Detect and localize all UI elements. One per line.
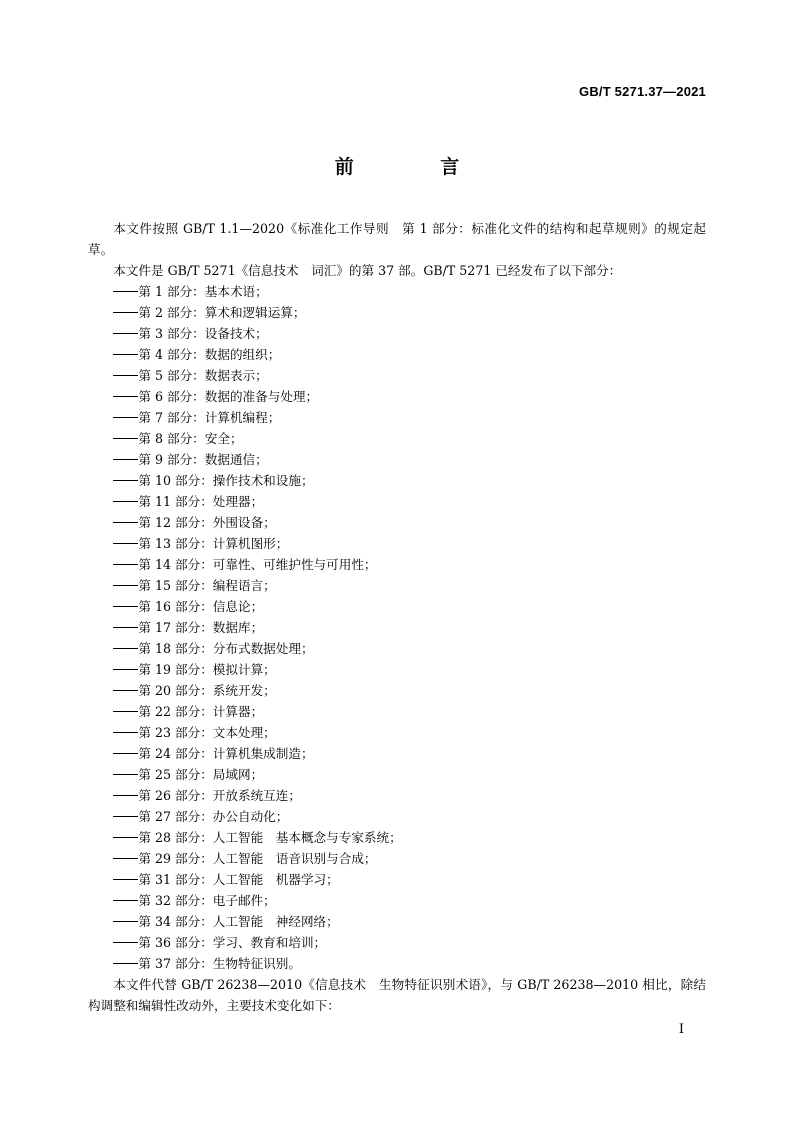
dash-marker	[113, 396, 138, 398]
dash-marker	[113, 291, 138, 293]
dash-marker	[113, 501, 138, 503]
dash-marker	[113, 606, 138, 608]
dash-marker	[113, 900, 138, 902]
list-item: 第 31 部分：人工智能 机器学习；	[88, 869, 706, 890]
dash-marker	[113, 858, 138, 860]
list-item: 第 5 部分：数据表示；	[88, 365, 706, 386]
list-item: 第 12 部分：外围设备；	[88, 512, 706, 533]
dash-marker	[113, 564, 138, 566]
dash-marker	[113, 963, 138, 965]
dash-marker	[113, 732, 138, 734]
list-item: 第 17 部分：数据库；	[88, 617, 706, 638]
list-item: 第 32 部分：电子邮件；	[88, 890, 706, 911]
foreword-body	[88, 218, 706, 1016]
dash-marker	[113, 438, 138, 440]
dash-marker	[113, 879, 138, 881]
list-item: 第 15 部分：编程语言；	[88, 575, 706, 596]
page-number: I	[678, 1022, 684, 1037]
dash-marker	[113, 774, 138, 776]
standard-number: GB/T 5271.37—2021	[579, 84, 706, 99]
dash-marker	[113, 417, 138, 419]
list-item: 第 36 部分：学习、教育和培训；	[88, 932, 706, 953]
dash-marker	[113, 816, 138, 818]
dash-marker	[113, 669, 138, 671]
list-item: 第 26 部分：开放系统互连；	[88, 785, 706, 806]
list-item: 第 29 部分：人工智能 语音识别与合成；	[88, 848, 706, 869]
page-title: 前 言	[334, 156, 500, 178]
dash-marker	[113, 543, 138, 545]
list-item: 第 14 部分：可靠性、可维护性与可用性；	[88, 554, 706, 575]
dash-marker	[113, 753, 138, 755]
dash-marker	[113, 522, 138, 524]
list-item: 第 20 部分：系统开发；	[88, 680, 706, 701]
paragraph-replacement: 本文件代替 GB/T 26238—2010《信息技术 生物特征识别术语》，与 GB/T 26238—2010 相比，除结构调整和编辑性改动外，主要技术变化如下：	[88, 977, 706, 1013]
list-item: 第 7 部分：计算机编程；	[88, 407, 706, 428]
dash-marker	[113, 312, 138, 314]
dash-marker	[113, 375, 138, 377]
list-item: 第 23 部分：文本处理；	[88, 722, 706, 743]
list-item: 第 11 部分：处理器；	[88, 491, 706, 512]
dash-marker	[113, 837, 138, 839]
dash-marker	[113, 354, 138, 356]
list-item: 第 2 部分：算术和逻辑运算；	[88, 302, 706, 323]
list-item: 第 16 部分：信息论；	[88, 596, 706, 617]
list-item: 第 34 部分：人工智能 神经网络；	[88, 911, 706, 932]
list-item: 第 13 部分：计算机图形；	[88, 533, 706, 554]
list-item: 第 22 部分：计算器；	[88, 701, 706, 722]
list-item: 第 8 部分：安全；	[88, 428, 706, 449]
paragraph-drafting-rules: 本文件按照 GB/T 1.1—2020《标准化工作导则 第 1 部分：标准化文件的结构和起草规则》的规定起草。	[88, 221, 706, 257]
list-item: 第 3 部分：设备技术；	[88, 323, 706, 344]
list-item: 第 6 部分：数据的准备与处理；	[88, 386, 706, 407]
dash-marker	[113, 459, 138, 461]
paragraph-series-intro: 本文件是 GB/T 5271《信息技术 词汇》的第 37 部。GB/T 5271 已经发布了以下部分：	[113, 263, 622, 278]
list-item: 第 24 部分：计算机集成制造；	[88, 743, 706, 764]
dash-marker	[113, 711, 138, 713]
list-item: 第 4 部分：数据的组织；	[88, 344, 706, 365]
list-item: 第 27 部分：办公自动化；	[88, 806, 706, 827]
dash-marker	[113, 333, 138, 335]
list-item: 第 9 部分：数据通信；	[88, 449, 706, 470]
dash-marker	[113, 585, 138, 587]
dash-marker	[113, 648, 138, 650]
dash-marker	[113, 690, 138, 692]
list-item: 第 18 部分：分布式数据处理；	[88, 638, 706, 659]
parts-list	[88, 281, 706, 974]
list-item: 第 19 部分：模拟计算；	[88, 659, 706, 680]
list-item: 第 25 部分：局域网；	[88, 764, 706, 785]
list-item: 第 1 部分：基本术语；	[88, 281, 706, 302]
list-item: 第 37 部分：生物特征识别。	[88, 953, 706, 974]
list-item: 第 28 部分：人工智能 基本概念与专家系统；	[88, 827, 706, 848]
list-item: 第 10 部分：操作技术和设施；	[88, 470, 706, 491]
dash-marker	[113, 627, 138, 629]
dash-marker	[113, 480, 138, 482]
dash-marker	[113, 795, 138, 797]
dash-marker	[113, 921, 138, 923]
dash-marker	[113, 942, 138, 944]
